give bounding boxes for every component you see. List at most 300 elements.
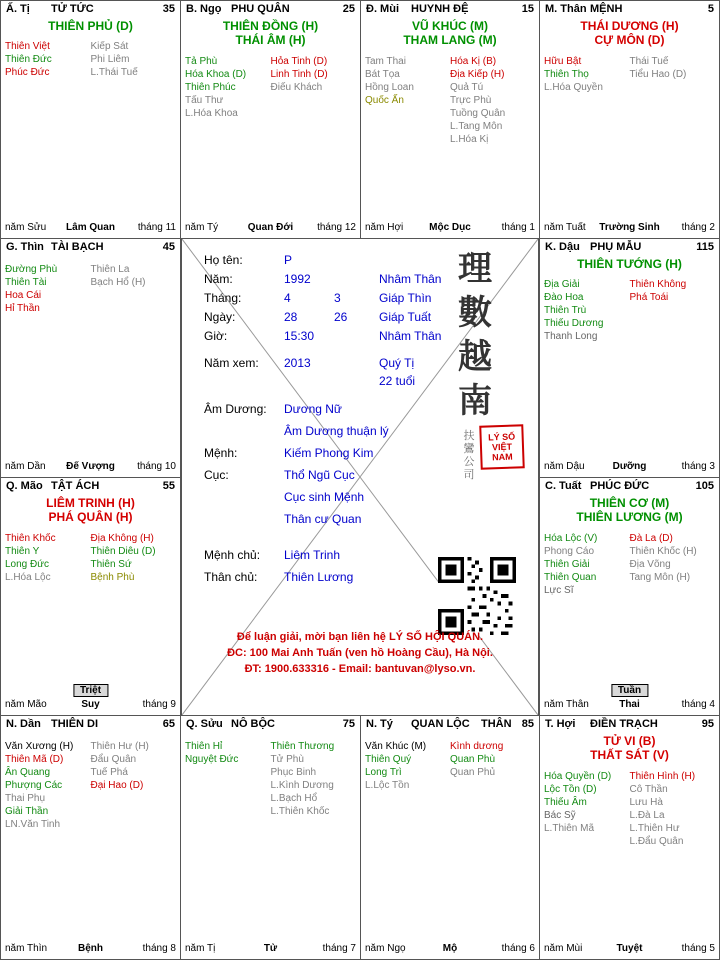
minor-stars-right — [271, 740, 335, 818]
palace-footer — [181, 943, 360, 957]
value-hoten: P — [284, 253, 293, 267]
main-star: THIÊN PHỦ (D) — [48, 19, 133, 33]
palace-name: TỬ TỨC — [51, 3, 94, 15]
minor-star: Bệnh Phù — [90, 572, 135, 583]
value-thanchu: Thiên Lương — [284, 570, 354, 584]
palace-age-number: 95 — [701, 718, 714, 730]
label-hoten: Họ tên: — [204, 253, 243, 267]
palace-month: tháng 3 — [681, 461, 715, 472]
palace-year: năm Mùi — [544, 943, 583, 954]
value-thang-can-chi: Giáp Thìn — [379, 291, 432, 305]
minor-star: Tuồng Quân — [450, 108, 506, 119]
palace-year: năm Hợi — [365, 222, 404, 233]
minor-star: Tang Môn (H) — [629, 572, 691, 583]
minor-star: Giải Thần — [5, 806, 49, 817]
palace-year: năm Dậu — [544, 461, 585, 472]
palace-stem-branch: K. Dậu — [545, 241, 580, 253]
value-ngay-duong: 28 — [284, 310, 298, 324]
label-menh: Mệnh: — [204, 446, 238, 460]
minor-star: Lưu Hà — [629, 797, 663, 808]
value-thang-am: 3 — [334, 291, 341, 305]
calligraphy-char-2: 數 — [458, 293, 492, 333]
minor-star: Thiên Y — [5, 546, 40, 557]
minor-star: Thiếu Âm — [544, 797, 587, 808]
palace-name: QUAN LỘC — [411, 718, 470, 730]
minor-star: L.Hóa Khoa — [185, 108, 238, 119]
minor-star: Quan Phù — [450, 754, 496, 765]
palace-month: tháng 4 — [681, 699, 715, 710]
palace-age-number: 65 — [162, 718, 175, 730]
minor-star: Thiên Hư (H) — [90, 741, 149, 752]
palace-year: năm Sửu — [5, 222, 47, 233]
palace-trangsinh: Đế Vượng — [66, 461, 115, 472]
minor-stars-right — [630, 770, 696, 848]
minor-star: Thiên Khốc — [5, 533, 56, 544]
minor-star: L.Lộc Tồn — [365, 780, 410, 791]
minor-star: Hóa Lộc (V) — [544, 533, 598, 544]
label-thang: Tháng: — [204, 291, 242, 305]
palace-header — [1, 480, 180, 494]
minor-stars — [5, 263, 176, 423]
row-ngay — [204, 310, 454, 329]
center-info-panel — [181, 238, 539, 716]
minor-star: Thiên Đức — [5, 54, 52, 65]
main-star: THÁI DƯƠNG (H) — [580, 19, 679, 33]
palace-name: TẬT ÁCH — [51, 480, 100, 492]
minor-stars-left — [544, 278, 603, 343]
minor-stars-right — [630, 278, 687, 304]
minor-star: Hữu Bật — [544, 56, 582, 67]
label-cuc: Cục: — [204, 468, 229, 482]
minor-star: Đào Hoa — [544, 292, 584, 303]
minor-stars-left — [544, 55, 603, 94]
palace-header — [540, 718, 719, 732]
minor-star: Quả Tú — [450, 82, 484, 93]
palace-footer — [1, 943, 180, 957]
palace-footer — [540, 222, 719, 236]
minor-star: Hóa Quyền (D) — [544, 771, 612, 782]
palace-age-number: 85 — [521, 718, 534, 730]
palace-than-marker: THÂN — [481, 718, 512, 730]
minor-star: Văn Khúc (M) — [365, 741, 427, 752]
contact-block — [182, 629, 538, 677]
palace-month: tháng 7 — [322, 943, 356, 954]
row-menh — [204, 446, 504, 468]
label-amduong: Âm Dương: — [204, 402, 267, 416]
palace-footer — [1, 461, 180, 475]
minor-star: Nguyệt Đức — [185, 754, 239, 765]
value-gio-can-chi: Nhâm Thân — [379, 329, 442, 343]
palace-month: tháng 5 — [681, 943, 715, 954]
value-than: Thân cư Quan — [284, 512, 362, 526]
palace-year: năm Ngọ — [365, 943, 406, 954]
main-star: THAM LANG (M) — [403, 33, 497, 47]
main-stars — [540, 257, 719, 271]
value-gio: 15:30 — [284, 329, 315, 343]
value-tuoi: 22 tuổi — [379, 374, 416, 388]
palace-stem-branch: B. Ngọ — [186, 3, 222, 15]
palace-trangsinh: Mộc Dục — [429, 222, 471, 233]
minor-stars — [544, 55, 715, 215]
main-star: THIÊN ĐỒNG (H) — [222, 19, 319, 33]
palace-name: NÔ BỘC — [231, 718, 275, 730]
value-nam-duong: 1992 — [284, 272, 311, 286]
row-amduong-note — [204, 424, 504, 446]
palace-year: năm Mão — [5, 699, 47, 710]
palace-stem-branch: Đ. Mùi — [366, 3, 399, 15]
main-star: THIÊN TƯỚNG (H) — [577, 257, 682, 271]
palace-name: ĐIỀN TRẠCH — [590, 718, 658, 730]
minor-star: L.Kình Dương — [270, 780, 334, 791]
palace-cell-phu-mau[interactable] — [539, 238, 720, 478]
minor-stars-right — [630, 532, 697, 584]
minor-stars — [5, 40, 176, 200]
minor-stars — [544, 770, 715, 930]
minor-stars-right — [91, 263, 146, 289]
minor-star: Phúc Đức — [5, 67, 50, 78]
minor-stars-right — [450, 740, 503, 779]
minor-star: L.Thiên Hư — [629, 823, 680, 834]
minor-star: Địa Võng — [629, 559, 671, 570]
minor-stars-left — [365, 55, 414, 107]
minor-stars-left — [544, 770, 611, 835]
minor-star: Thiên Thọ — [544, 69, 589, 80]
minor-star: Phong Cáo — [544, 546, 595, 557]
minor-star: Hóa Khoa (D) — [185, 69, 247, 80]
palace-year: năm Thìn — [5, 943, 48, 954]
minor-star: Bát Tọa — [365, 69, 400, 80]
palace-month: tháng 10 — [137, 461, 176, 472]
palace-age-number: 25 — [342, 3, 355, 15]
palace-month: tháng 6 — [501, 943, 535, 954]
calligraphy-char-3: 越 — [458, 337, 492, 377]
value-namxem: 2013 — [284, 356, 311, 370]
minor-stars — [365, 740, 535, 900]
row-nam — [204, 272, 454, 291]
palace-trangsinh: Bệnh — [78, 943, 103, 954]
value-menhchu: Liêm Trinh — [284, 548, 341, 562]
palace-stem-branch: N. Tý — [366, 718, 393, 730]
palace-year: năm Thân — [544, 699, 589, 710]
minor-star: Thanh Long — [544, 331, 598, 342]
minor-star: Linh Tinh (D) — [270, 69, 328, 80]
minor-star: Long Đức — [5, 559, 49, 570]
label-gio: Giờ: — [204, 329, 228, 343]
minor-star: Thiên Khốc (H) — [629, 546, 697, 557]
minor-stars — [185, 740, 356, 900]
minor-stars-left — [185, 740, 238, 766]
row-tuoi — [204, 374, 454, 393]
main-star: THIÊN LƯƠNG (M) — [576, 510, 683, 524]
palace-cell-quan-loc[interactable] — [360, 715, 540, 960]
palace-cell-menh[interactable] — [539, 0, 720, 239]
minor-star: Địa Giải — [544, 279, 580, 290]
palace-trangsinh: Tử — [263, 943, 278, 954]
minor-star: Thái Tuế — [629, 56, 669, 67]
minor-star: Phượng Các — [5, 780, 63, 791]
main-star: THẤT SÁT (V) — [590, 748, 669, 762]
minor-star: Hồng Loan — [365, 82, 414, 93]
palace-cell-phu-quan[interactable] — [180, 0, 361, 239]
minor-star: Thai Phụ — [5, 793, 46, 804]
minor-stars — [5, 740, 176, 900]
palace-footer — [540, 461, 719, 475]
minor-star: L.Đà La — [629, 810, 665, 821]
palace-age-number: 55 — [162, 480, 175, 492]
minor-star: Phi Liêm — [90, 54, 130, 65]
minor-star: Văn Xương (H) — [5, 741, 74, 752]
row-thang — [204, 291, 454, 310]
palace-trangsinh: Trường Sinh — [599, 222, 660, 233]
palace-header — [181, 3, 360, 17]
palace-stem-branch: Q. Sửu — [186, 718, 223, 730]
label-namxem: Năm xem: — [204, 356, 259, 370]
minor-stars-left — [5, 263, 57, 315]
minor-star: Thiên Phúc — [185, 82, 236, 93]
palace-age-number: 35 — [162, 3, 175, 15]
palace-month: tháng 11 — [137, 222, 176, 233]
minor-star: Lộc Tồn (D) — [544, 784, 597, 795]
palace-name: TÀI BẠCH — [51, 241, 104, 253]
minor-star: Phá Toái — [629, 292, 669, 303]
palace-header — [361, 3, 539, 17]
minor-star: L.Bạch Hổ — [270, 793, 318, 804]
main-stars — [540, 734, 719, 762]
minor-star: Thiên Sứ — [90, 559, 132, 570]
palace-footer — [1, 222, 180, 236]
palace-stem-branch: T. Hợi — [545, 718, 576, 730]
main-star: THIÊN CƠ (M) — [589, 496, 670, 510]
row-gio — [204, 329, 454, 348]
minor-star: L.Hóa Quyền — [544, 82, 603, 93]
palace-cell-huynh-de[interactable] — [360, 0, 540, 239]
palace-month: tháng 9 — [142, 699, 176, 710]
main-stars — [540, 19, 719, 47]
row-hoten — [204, 253, 454, 272]
minor-star: Địa Kiếp (H) — [450, 69, 505, 80]
main-star: PHÁ QUÂN (H) — [48, 510, 133, 524]
minor-star: L.Thiên Khốc — [270, 806, 330, 817]
minor-star: Đường Phù — [5, 264, 58, 275]
label-menhchu: Mệnh chủ: — [204, 548, 261, 562]
minor-star: Bác Sỹ — [544, 810, 576, 821]
palace-header — [540, 480, 719, 494]
minor-star: Phục Binh — [270, 767, 317, 778]
minor-star: Thiên Quan — [544, 572, 597, 583]
minor-stars-right — [91, 532, 156, 584]
main-star: THÁI ÂM (H) — [235, 33, 306, 47]
minor-star: Lực Sĩ — [544, 585, 574, 596]
minor-stars-right — [91, 40, 138, 79]
palace-age-number: 75 — [342, 718, 355, 730]
minor-star: Trực Phù — [450, 95, 492, 106]
palace-footer — [540, 699, 719, 713]
palace-footer — [361, 222, 539, 236]
value-namxem-can-chi: Quý Tị — [379, 356, 415, 370]
minor-star: Kình dương — [450, 741, 504, 752]
minor-stars-left — [5, 740, 73, 831]
palace-age-number: 15 — [521, 3, 534, 15]
minor-star: Hóa Kị (B) — [450, 56, 497, 67]
label-thanchu: Thân chủ: — [204, 570, 258, 584]
main-stars — [1, 19, 180, 33]
palace-header — [1, 3, 180, 17]
main-stars — [1, 496, 180, 524]
badge-wrap — [611, 684, 648, 697]
minor-star: Tam Thai — [365, 56, 406, 67]
palace-trangsinh: Thai — [619, 699, 640, 710]
minor-star: Thiên Quý — [365, 754, 412, 765]
value-cuc-note: Cục sinh Mệnh — [284, 490, 365, 504]
minor-star: Tấu Thư — [185, 95, 224, 106]
minor-star: Điếu Khách — [270, 82, 323, 93]
minor-star: L.Thiên Mã — [544, 823, 595, 834]
minor-star: Thiên Giải — [544, 559, 590, 570]
main-star: CỰ MÔN (D) — [594, 33, 665, 47]
palace-stem-branch: Ấ. Tị — [6, 3, 30, 15]
minor-star: Địa Không (H) — [90, 533, 154, 544]
label-ngay: Ngày: — [204, 310, 236, 324]
row-cuc — [204, 468, 504, 490]
palace-trangsinh: Mộ — [442, 943, 458, 954]
palace-trangsinh: Lâm Quan — [66, 222, 115, 233]
minor-star: Thiên Việt — [5, 41, 50, 52]
minor-star: Hỏa Tinh (D) — [270, 56, 328, 67]
palace-name: THIÊN DI — [51, 718, 99, 730]
minor-star: Tả Phù — [185, 56, 218, 67]
main-stars — [361, 19, 539, 47]
row-cuc-note — [204, 490, 504, 512]
palace-header — [1, 718, 180, 732]
minor-stars — [544, 278, 715, 438]
minor-star: Thiên Thương — [270, 741, 335, 752]
palace-cell-tai-bach[interactable] — [0, 238, 181, 478]
palace-cell-tu-tuc[interactable] — [0, 0, 181, 239]
contact-line-3: ĐT: 1900.633316 - Email: bantuvan@lyso.vn. — [244, 663, 476, 675]
palace-age-number: 45 — [162, 241, 175, 253]
value-cuc: Thổ Ngũ Cục — [284, 468, 355, 482]
minor-stars-right — [271, 55, 328, 94]
minor-star: Quan Phủ — [450, 767, 496, 778]
palace-cell-tat-ach[interactable] — [0, 477, 181, 716]
palace-header — [540, 3, 719, 17]
label-nam: Năm: — [204, 272, 233, 286]
minor-stars-right — [630, 55, 687, 81]
value-ngay-can-chi: Giáp Tuất — [379, 310, 432, 324]
palace-cell-phuc-duc[interactable] — [539, 477, 720, 716]
calligraphy-char-4: 南 — [458, 381, 492, 421]
palace-stem-branch: M. Thân — [545, 3, 587, 15]
row-than — [204, 512, 504, 534]
main-star: TỬ VI (B) — [603, 734, 656, 748]
minor-star: LN.Văn Tinh — [5, 819, 61, 830]
palace-stem-branch: N. Dần — [6, 718, 41, 730]
palace-month: tháng 12 — [317, 222, 356, 233]
palace-age-number: 5 — [707, 3, 714, 15]
palace-trangsinh: Quan Đới — [247, 222, 294, 233]
palace-name: PHỤ MẪU — [590, 241, 642, 253]
main-star: LIÊM TRINH (H) — [46, 496, 135, 510]
minor-stars-left — [5, 532, 56, 584]
red-seal: LÝ SỐ VIỆT NAM — [479, 424, 525, 470]
palace-year: năm Tị — [185, 943, 216, 954]
palace-stem-branch: C. Tuất — [545, 480, 582, 492]
minor-stars-left — [544, 532, 597, 597]
minor-star: Kiếp Sát — [90, 41, 129, 52]
minor-stars — [5, 532, 176, 692]
palace-year: năm Dần — [5, 461, 46, 472]
main-stars — [181, 19, 360, 47]
palace-footer — [361, 943, 539, 957]
minor-star: Thiên Tài — [5, 277, 47, 288]
palace-stem-branch: Q. Mão — [6, 480, 43, 492]
minor-star: Thiên Trù — [544, 305, 587, 316]
minor-star: Hoa Cái — [5, 290, 42, 301]
palace-header — [540, 241, 719, 255]
minor-stars — [365, 55, 535, 215]
minor-star: Đẩu Quân — [90, 754, 137, 765]
palace-name: PHU QUÂN — [231, 3, 290, 15]
minor-stars-left — [185, 55, 246, 120]
triet-tuan-badge: Triệt — [73, 684, 108, 697]
value-nam-can-chi: Nhâm Thân — [379, 272, 442, 286]
palace-age-number: 105 — [695, 480, 714, 492]
value-menh: Kiếm Phong Kim — [284, 446, 374, 460]
minor-star: Thiên Hình (H) — [629, 771, 696, 782]
value-amduong: Dương Nữ — [284, 402, 342, 416]
palace-name: PHÚC ĐỨC — [590, 480, 650, 492]
main-star: VŨ KHÚC (M) — [412, 19, 488, 33]
triet-tuan-badge: Tuần — [611, 684, 648, 697]
minor-stars-left — [365, 740, 426, 792]
palace-name: MỆNH — [590, 3, 623, 15]
minor-star: Thiên Hỉ — [185, 741, 223, 752]
palace-cell-dien-trach[interactable] — [539, 715, 720, 960]
minor-star: Tiểu Hao (D) — [629, 69, 687, 80]
badge-wrap — [73, 684, 108, 697]
contact-line-2: ĐC: 100 Mai Anh Tuấn (ven hồ Hoàng Cầu), Hà Nội. — [227, 647, 493, 659]
value-thang-duong: 4 — [284, 291, 291, 305]
minor-stars — [544, 532, 715, 692]
minor-star: Thiên Diêu (D) — [90, 546, 156, 557]
minor-star: Tuế Phá — [90, 767, 128, 778]
minor-star: L.Tang Môn — [450, 121, 503, 132]
minor-star: Thiên Không — [629, 279, 687, 290]
birth-info-block — [204, 253, 454, 393]
minor-star: L.Đẩu Quân — [629, 836, 684, 847]
minor-stars-right — [450, 55, 505, 146]
calligraphy-char-1: 理 — [458, 249, 492, 289]
palace-cell-thien-di[interactable] — [0, 715, 181, 960]
palace-month: tháng 2 — [681, 222, 715, 233]
value-ngay-am: 26 — [334, 310, 348, 324]
minor-star: Thiên Mã (D) — [5, 754, 64, 765]
seal-side-text: 扶 鸞 公 司 — [463, 429, 475, 481]
palace-cell-no-boc[interactable] — [180, 715, 361, 960]
value-amduong-note: Âm Dương thuận lý — [284, 424, 389, 438]
minor-star: Đà La (D) — [629, 533, 673, 544]
palace-trangsinh: Suy — [81, 699, 100, 710]
palace-footer — [540, 943, 719, 957]
qr-code — [438, 557, 516, 635]
minor-star: Hỉ Thần — [5, 303, 40, 314]
palace-month: tháng 8 — [142, 943, 176, 954]
minor-star: Long Trì — [365, 767, 402, 778]
minor-stars — [185, 55, 356, 215]
palace-footer — [181, 222, 360, 236]
palace-stem-branch: G. Thìn — [6, 241, 44, 253]
palace-trangsinh: Tuyệt — [616, 943, 643, 954]
